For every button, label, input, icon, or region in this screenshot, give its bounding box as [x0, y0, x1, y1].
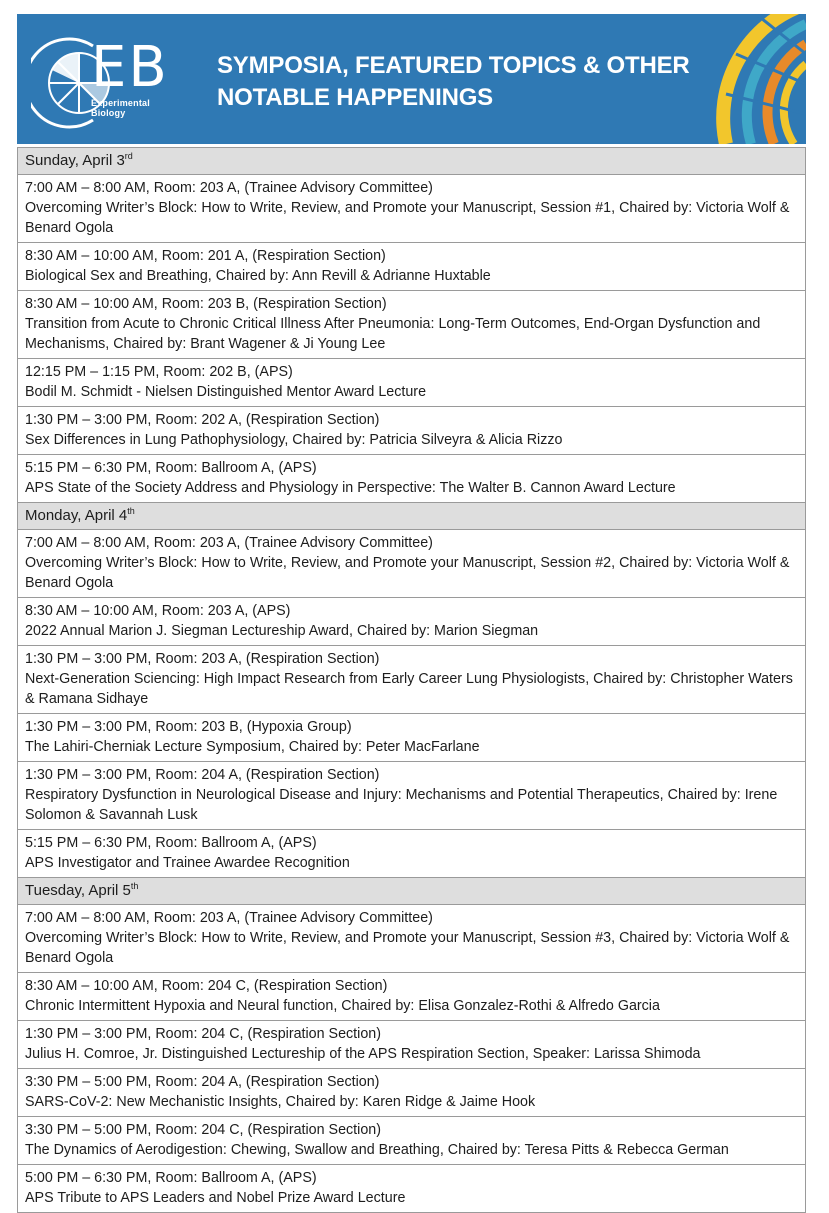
event-time-room: 1:30 PM – 3:00 PM, Room: 202 A, (Respiration Section)	[25, 412, 380, 428]
event-cell	[18, 407, 806, 455]
experimental-biology-logo	[31, 28, 181, 133]
event-row	[18, 1117, 806, 1165]
day-header	[18, 148, 806, 175]
event-cell	[18, 1165, 806, 1213]
event-cell	[18, 598, 806, 646]
event-time-room: 3:30 PM – 5:00 PM, Room: 204 C, (Respiration Section)	[25, 1122, 381, 1138]
event-time-room: 3:30 PM – 5:00 PM, Room: 204 A, (Respiration Section)	[25, 1074, 380, 1090]
logo-text: EB	[91, 35, 169, 100]
schedule-body	[18, 148, 806, 1213]
event-time-room: 5:15 PM – 6:30 PM, Room: Ballroom A, (APS)	[25, 460, 317, 476]
event-time-room: 1:30 PM – 3:00 PM, Room: 203 B, (Hypoxia Group)	[25, 719, 352, 735]
event-row	[18, 1069, 806, 1117]
event-row	[18, 175, 806, 243]
event-row	[18, 905, 806, 973]
event-row	[18, 1165, 806, 1213]
event-row	[18, 973, 806, 1021]
event-cell	[18, 243, 806, 291]
event-time-room: 5:15 PM – 6:30 PM, Room: Ballroom A, (APS)	[25, 835, 317, 851]
event-title: Bodil M. Schmidt - Nielsen Distinguished Mentor Award Lecture	[25, 384, 427, 400]
event-title: Respiratory Dysfunction in Neurological Disease and Injury: Mechanisms and Potential Therapeutics, Chaired by: Irene Solomon & Savannah Lusk	[25, 787, 778, 823]
event-title: Overcoming Writer’s Block: How to Write, Review, and Promote your Manuscript, Session #3, Chaired by: Victoria Wolf & Benard Ogola	[25, 930, 790, 966]
event-row	[18, 243, 806, 291]
event-time-room: 8:30 AM – 10:00 AM, Room: 203 B, (Respiration Section)	[25, 296, 387, 312]
event-time-room: 7:00 AM – 8:00 AM, Room: 203 A, (Trainee Advisory Committee)	[25, 535, 433, 551]
day-header-row	[18, 878, 806, 905]
event-cell	[18, 973, 806, 1021]
event-title: Julius H. Comroe, Jr. Distinguished Lectureship of the APS Respiration Section, Speaker: Larissa Shimoda	[25, 1046, 701, 1062]
event-title: APS State of the Society Address and Physiology in Perspective: The Walter B. Cannon Award Lecture	[25, 480, 676, 496]
event-row	[18, 598, 806, 646]
event-row	[18, 830, 806, 878]
event-time-room: 8:30 AM – 10:00 AM, Room: 203 A, (APS)	[25, 603, 291, 619]
event-title: Chronic Intermittent Hypoxia and Neural function, Chaired by: Elisa Gonzalez-Rothi & Alfredo Garcia	[25, 998, 660, 1014]
event-time-room: 8:30 AM – 10:00 AM, Room: 201 A, (Respiration Section)	[25, 248, 386, 264]
event-row	[18, 714, 806, 762]
event-cell	[18, 646, 806, 714]
event-time-room: 12:15 PM – 1:15 PM, Room: 202 B, (APS)	[25, 364, 293, 380]
event-time-room: 7:00 AM – 8:00 AM, Room: 203 A, (Trainee Advisory Committee)	[25, 910, 433, 926]
event-title: Sex Differences in Lung Pathophysiology, Chaired by: Patricia Silveyra & Alicia Rizzo	[25, 432, 563, 448]
day-header-row	[18, 503, 806, 530]
event-cell	[18, 1069, 806, 1117]
event-title: Overcoming Writer’s Block: How to Write, Review, and Promote your Manuscript, Session #2, Chaired by: Victoria Wolf & Benard Ogola	[25, 555, 790, 591]
event-title: APS Investigator and Trainee Awardee Recognition	[25, 855, 350, 871]
event-time-room: 5:00 PM – 6:30 PM, Room: Ballroom A, (APS)	[25, 1170, 317, 1186]
day-header	[18, 503, 806, 530]
event-title: Transition from Acute to Chronic Critical Illness After Pneumonia: Long-Term Outcomes, End-Organ Dysfunction and Mechanisms, Chaired by: Brant Wagener & Ji Young Lee	[25, 316, 761, 352]
event-row	[18, 291, 806, 359]
event-cell	[18, 762, 806, 830]
event-title: Next-Generation Sciencing: High Impact Research from Early Career Lung Physiologists, Chaired by: Christopher Waters & Ramana Sidhaye	[25, 671, 793, 707]
event-cell	[18, 455, 806, 503]
event-time-room: 1:30 PM – 3:00 PM, Room: 203 A, (Respiration Section)	[25, 651, 380, 667]
day-ordinal-suffix: th	[127, 506, 135, 516]
event-title: 2022 Annual Marion J. Siegman Lectureship Award, Chaired by: Marion Siegman	[25, 623, 539, 639]
day-ordinal-suffix: rd	[124, 151, 133, 161]
event-title: The Dynamics of Aerodigestion: Chewing, Swallow and Breathing, Chaired by: Teresa Pitts & Rebecca German	[25, 1142, 729, 1158]
day-ordinal-suffix: th	[130, 881, 139, 891]
event-row	[18, 530, 806, 598]
event-cell	[18, 291, 806, 359]
schedule-table	[17, 147, 806, 1213]
event-time-room: 7:00 AM – 8:00 AM, Room: 203 A, (Trainee Advisory Committee)	[25, 180, 433, 196]
event-cell	[18, 714, 806, 762]
event-cell	[18, 905, 806, 973]
event-title: APS Tribute to APS Leaders and Nobel Prize Award Lecture	[25, 1190, 406, 1206]
day-header	[18, 878, 806, 905]
header-banner	[17, 14, 806, 144]
logo-subtitle: Experimental Biology	[91, 98, 150, 118]
event-row	[18, 407, 806, 455]
event-row	[18, 646, 806, 714]
event-row	[18, 1021, 806, 1069]
event-row	[18, 455, 806, 503]
page-title: SYMPOSIA, FEATURED TOPICS & OTHER NOTABLE HAPPENINGS	[217, 52, 690, 111]
event-time-room: 8:30 AM – 10:00 AM, Room: 204 C, (Respiration Section)	[25, 978, 388, 994]
event-row	[18, 359, 806, 407]
day-label: Monday, April 4	[25, 507, 128, 524]
day-label: Sunday, April 3	[25, 152, 125, 169]
day-header-row	[18, 148, 806, 175]
event-time-room: 1:30 PM – 3:00 PM, Room: 204 C, (Respiration Section)	[25, 1026, 381, 1042]
day-label: Tuesday, April 5	[25, 882, 131, 899]
decorative-arcs-icon	[696, 14, 806, 144]
event-cell	[18, 1021, 806, 1069]
event-cell	[18, 359, 806, 407]
event-cell	[18, 830, 806, 878]
event-cell	[18, 1117, 806, 1165]
event-cell	[18, 175, 806, 243]
event-row	[18, 762, 806, 830]
event-time-room: 1:30 PM – 3:00 PM, Room: 204 A, (Respiration Section)	[25, 767, 380, 783]
event-title: Biological Sex and Breathing, Chaired by: Ann Revill & Adrianne Huxtable	[25, 268, 491, 284]
event-title: The Lahiri-Cherniak Lecture Symposium, Chaired by: Peter MacFarlane	[25, 739, 480, 755]
event-cell	[18, 530, 806, 598]
event-title: SARS-CoV-2: New Mechanistic Insights, Chaired by: Karen Ridge & Jaime Hook	[25, 1094, 536, 1110]
event-title: Overcoming Writer’s Block: How to Write, Review, and Promote your Manuscript, Session #1, Chaired by: Victoria Wolf & Benard Ogola	[25, 200, 790, 236]
